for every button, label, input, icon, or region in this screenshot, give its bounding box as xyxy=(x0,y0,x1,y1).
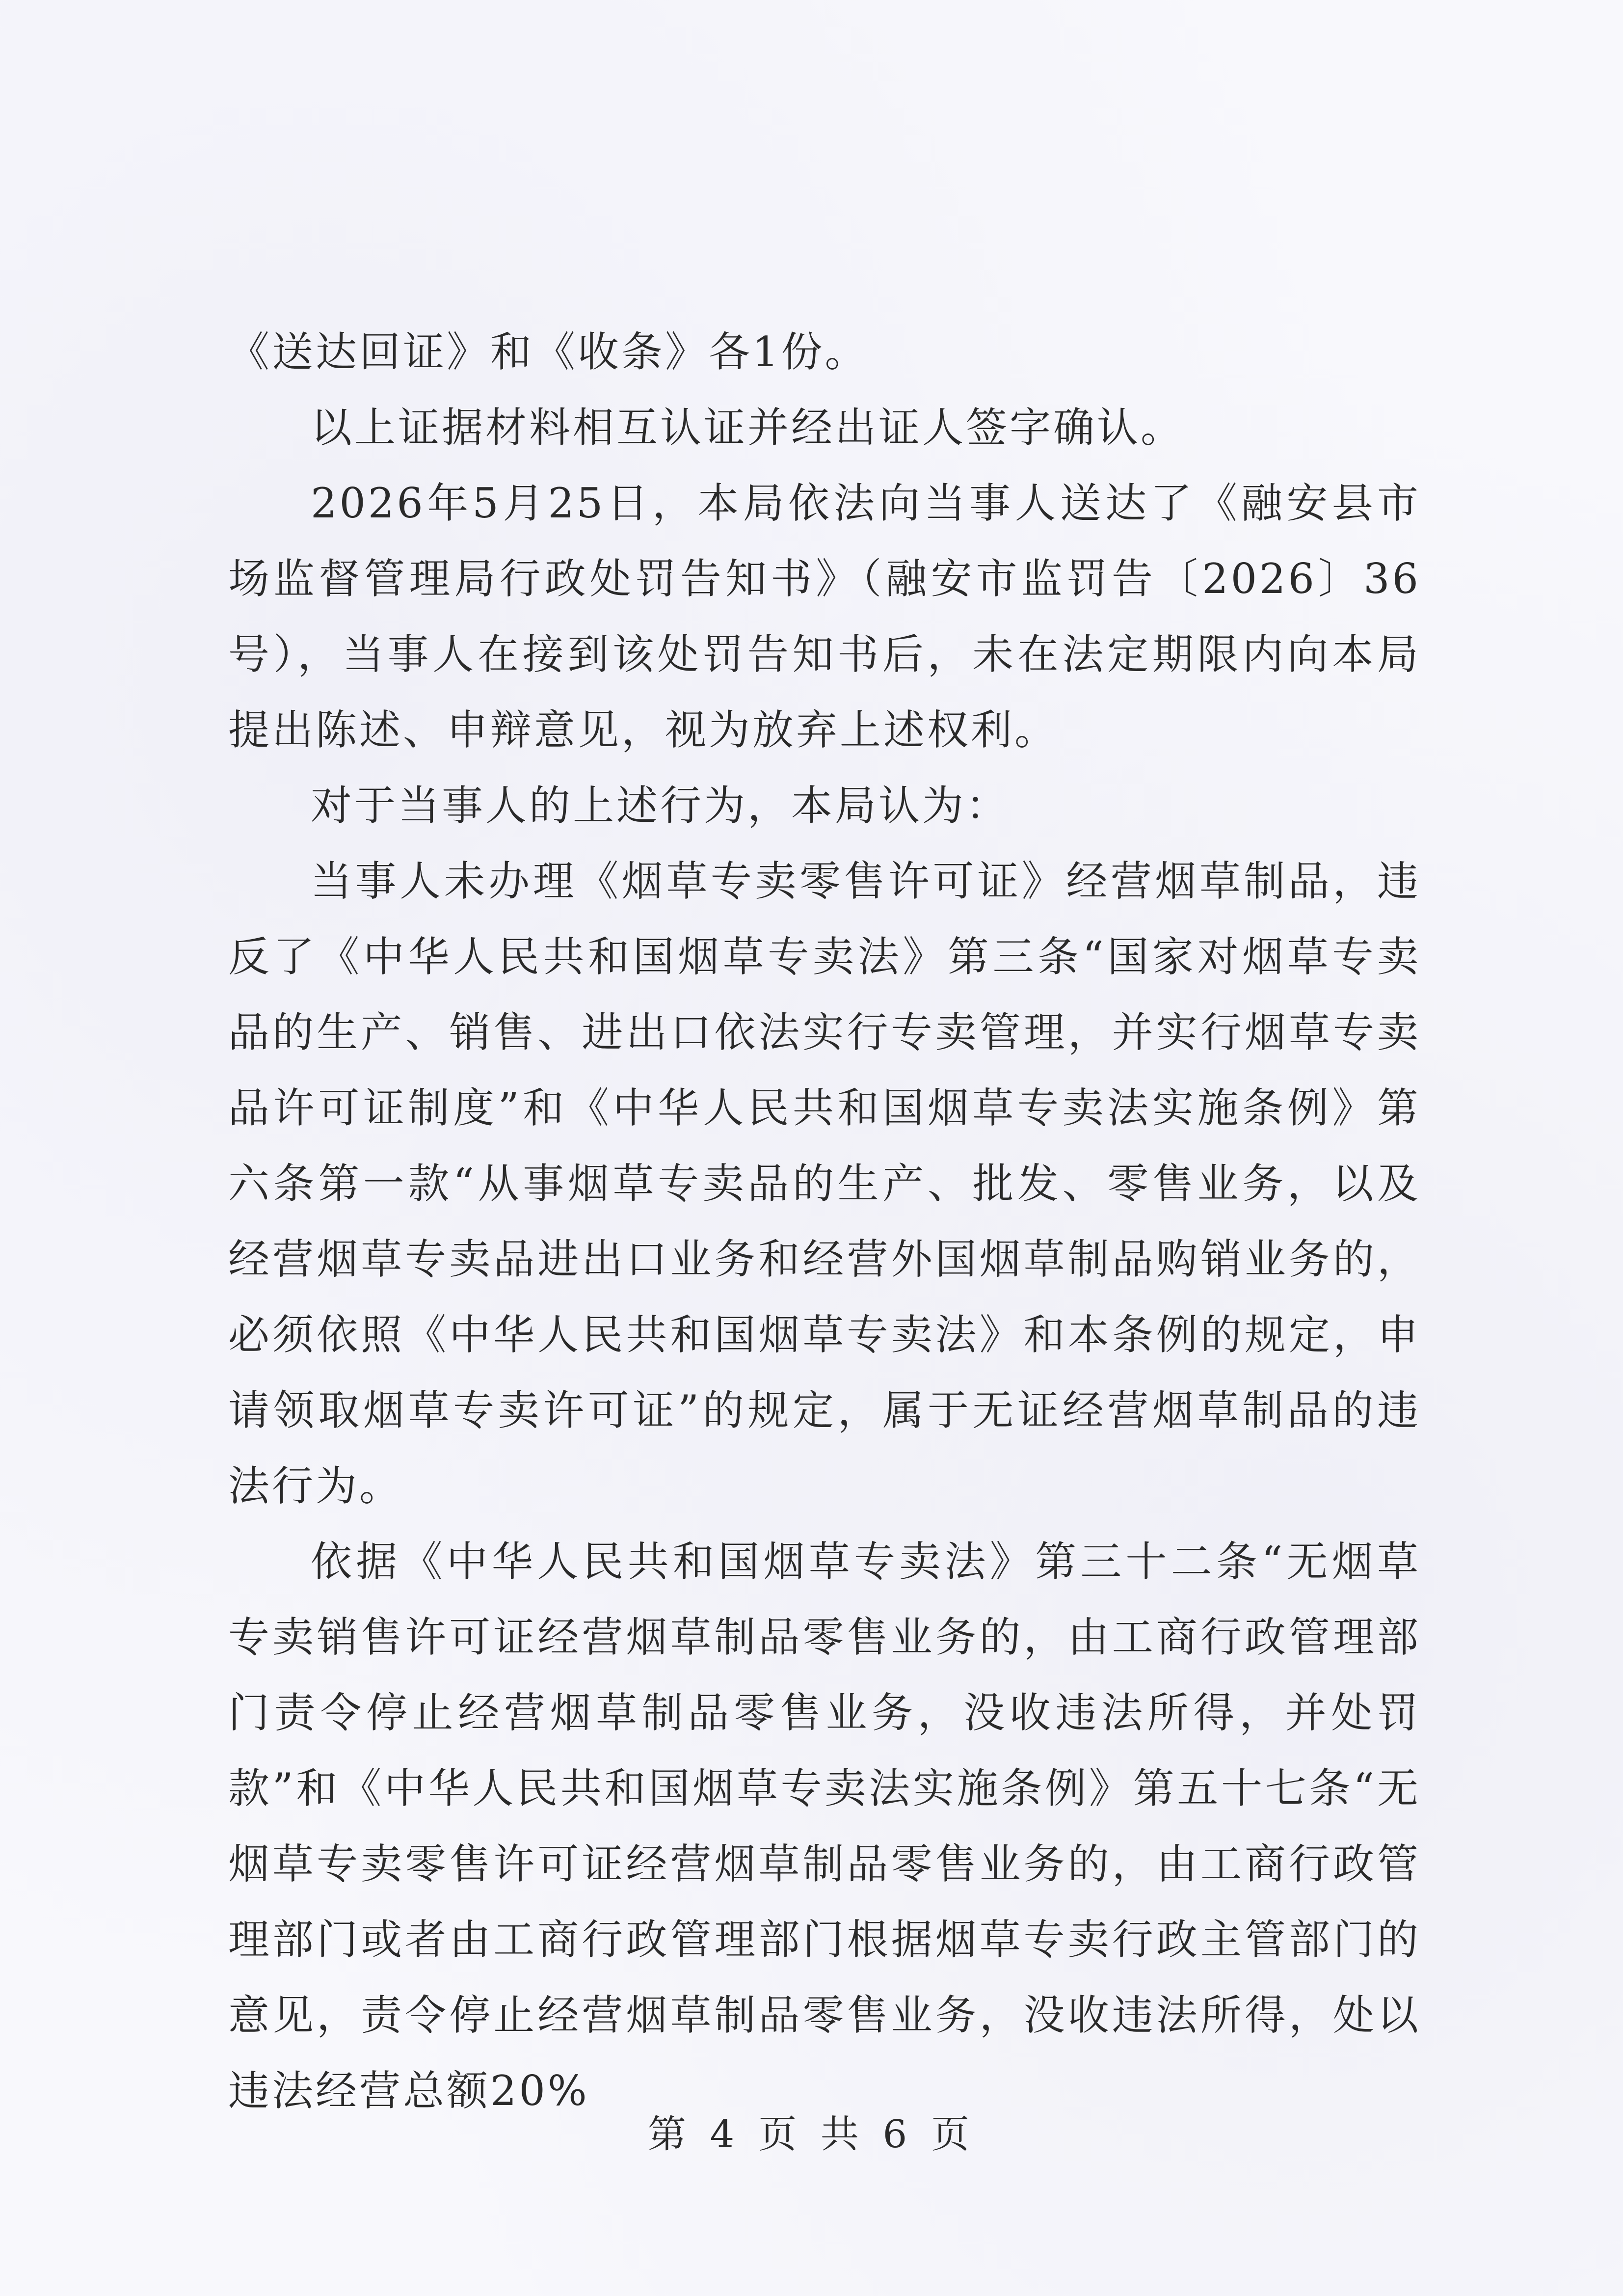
document-body xyxy=(228,314,1421,2129)
paragraph-violation-analysis: 当事人未办理《烟草专卖零售许可证》经营烟草制品，违反了《中华人民共和国烟草专卖法》第三条“国家对烟草专卖品的生产、销售、进出口依法实行专卖管理，并实行烟草专卖品许可证制度”和《中华人民共和国烟草专卖法实施条例》第六条第一款“从事烟草专卖品的生产、批发、零售业务，以及经营烟草专卖品进出口业务和经营外国烟草制品购销业务的，必须依照《中华人民共和国烟草专卖法》和本条例的规定，申请领取烟草专卖许可证”的规定，属于无证经营烟草制品的违法行为。 xyxy=(228,857,1421,1510)
paragraph-bureau-opinion-intro: 对于当事人的上述行为，本局认为： xyxy=(311,782,1010,830)
paragraph-notice-delivery: 2026年5月25日，本局依法向当事人送达了《融安县市场监督管理局行政处罚告知书》（融安市监罚告〔2026〕36号），当事人在接到该处罚告知书后，未在法定期限内向本局提出陈述、申辩意见，视为放弃上述权利。 xyxy=(228,479,1421,754)
paragraph-evidence-confirmation: 以上证据材料相互认证并经出证人签字确认。 xyxy=(311,404,1185,452)
paragraph-legal-basis: 依据《中华人民共和国烟草专卖法》第三十二条“无烟草专卖销售许可证经营烟草制品零售业务的，由工商行政管理部门责令停止经营烟草制品零售业务，没收违法所得，并处罚款”和《中华人民共和国烟草专卖法实施条例》第五十七条“无烟草专卖零售许可证经营烟草制品零售业务的，由工商行政管理部门或者由工商行政管理部门根据烟草专卖行政主管部门的意见，责令停止经营烟草制品零售业务，没收违法所得，处以违法经营总额20% xyxy=(228,1538,1421,2115)
paragraph-evidence-list-end: 《送达回证》和《收条》各1份。 xyxy=(228,328,869,376)
page-number: 第 4 页 共 6 页 xyxy=(647,2112,976,2157)
